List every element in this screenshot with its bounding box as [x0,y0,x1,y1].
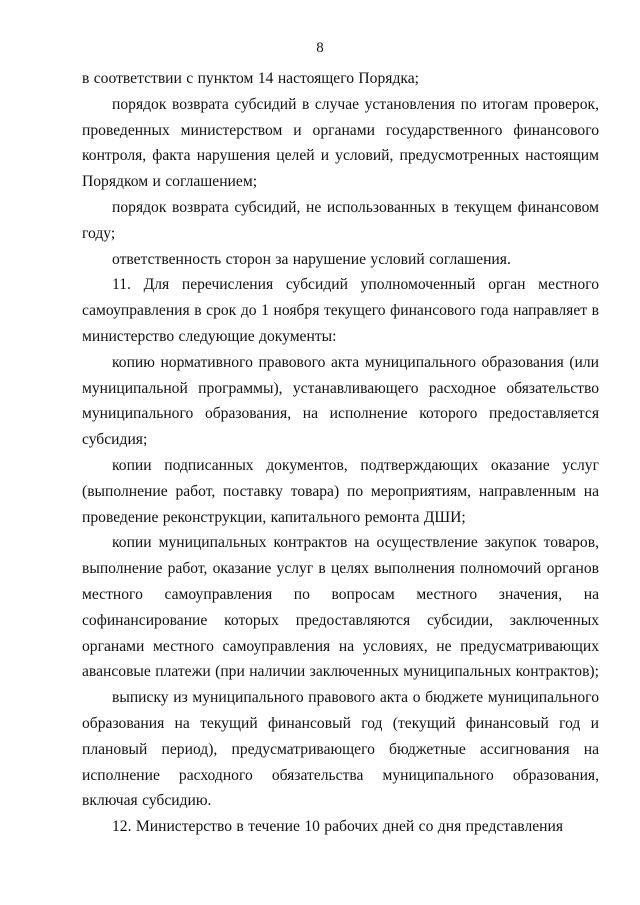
paragraph: ответственность сторон за нарушение условий соглашения. [112,250,511,268]
paragraph: копии подписанных документов, подтверждающих оказание услуг (выполнение работ, поставку товара) по мероприятиям, направленным на проведение реконструкции, капитального ремонта ДШИ; [82,456,599,526]
paragraph: выписку из муниципального правового акта о бюджете муниципального образования на текущий финансовый год (текущий финансовый год и плановый период), предусматривающего бюджетные ассигнования на исполнение расходного обязательства муниципального образования, включая субсидию. [82,689,599,810]
page-number: 8 [316,40,324,56]
paragraph: копии муниципальных контрактов на осуществление закупок товаров, выполнение работ, оказание услуг в целях выполнения полномочий органов местного самоуправления по вопросам местного значения, на софинансирование которых предоставляются субсидии, заключенных органами местного самоуправления на условиях, не предусматривающих авансовые платежи (при наличии заключенных муниципальных контрактов); [82,534,599,681]
paragraph: в соответствии с пунктом 14 настоящего Порядка; [82,70,419,87]
paragraph: 11. Для перечисления субсидий уполномоченный орган местного самоуправления в срок до 1 ноября текущего финансового года направляет в министерство следующие документы: [82,276,599,345]
paragraph: порядок возврата субсидий, не использованных в текущем финансовом году; [82,198,599,242]
paragraph: копию нормативного правового акта муниципального образования (или муниципальной программы), устанавливающего расходное обязательство муниципального образования, на исполнение которого предоставляется субсидия; [82,353,599,449]
paragraph: 12. Министерство в течение 10 рабочих дней со дня представления [112,818,564,836]
paragraph: порядок возврата субсидий в случае установления по итогам проверок, проведенных министерством и органами государственного финансового контроля, факта нарушения целей и условий, предусмотренных настоящим Порядком и соглашением; [82,95,599,191]
document-body [82,66,599,840]
